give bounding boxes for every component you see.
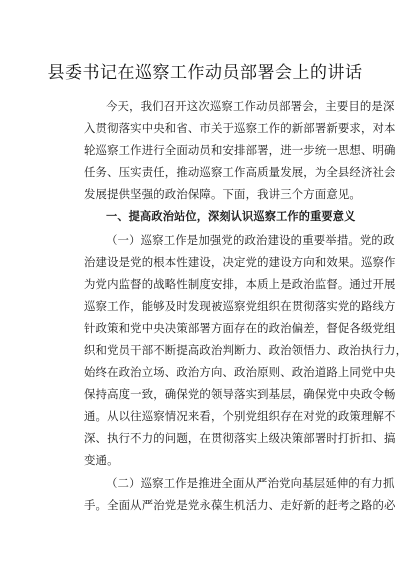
body-line: 通。从以往巡察情况来看，个别党组织存在对党的政策理解不 (84, 409, 396, 423)
body-line: 为党内监督的战略性制度安排，本质上是政治监督。通过开展 (84, 277, 396, 291)
document-title: 县委书记在巡察工作动员部署会上的讲话 (47, 63, 363, 83)
body-line: 发展提供坚强的政治保障。下面，我讲三个方面意见。 (84, 187, 361, 201)
body-line: 今天，我们召开这次巡察工作动员部署会，主要目的是深 (106, 99, 395, 113)
body-line: 手。全面从严治党是党永葆生机活力、走好新的赶考之路的必 (84, 498, 396, 512)
body-line: （一）巡察工作是加强党的政治建设的重要举措。党的政 (106, 233, 395, 247)
body-line: 轮巡察工作进行全面动员和安排部署，进一步统一思想、明确 (84, 143, 396, 157)
body-line: 保持高度一致，确保党的领导落实到基层，确保党中央政令畅 (84, 387, 396, 401)
body-line: 入贯彻落实中央和省、市关于巡察工作的新部署新要求，对本 (84, 121, 396, 135)
body-line: 治建设是党的根本性建设，决定党的建设方向和效果。巡察作 (84, 255, 396, 269)
body-line: 织和党员干部不断提高政治判断力、政治领悟力、政治执行力， (84, 343, 408, 357)
body-line: 巡察工作，能够及时发现被巡察党组织在贯彻落实党的路线方 (84, 299, 396, 313)
body-line: 针政策和党中央决策部署方面存在的政治偏差，督促各级党组 (84, 321, 396, 335)
body-line: 始终在政治立场、政治方向、政治原则、政治道路上同党中央 (84, 365, 396, 379)
section-heading: 一、提高政治站位，深刻认识巡察工作的重要意义 (106, 210, 356, 223)
body-line: 深、执行不力的问题，在贯彻落实上级决策部署时打折扣、搞 (84, 431, 396, 445)
body-line: （二）巡察工作是推进全面从严治党向基层延伸的有力抓 (106, 476, 395, 490)
body-line: 变通。 (84, 453, 119, 467)
body-line: 任务、压实责任，推动巡察工作高质量发展，为全县经济社会 (84, 165, 396, 179)
